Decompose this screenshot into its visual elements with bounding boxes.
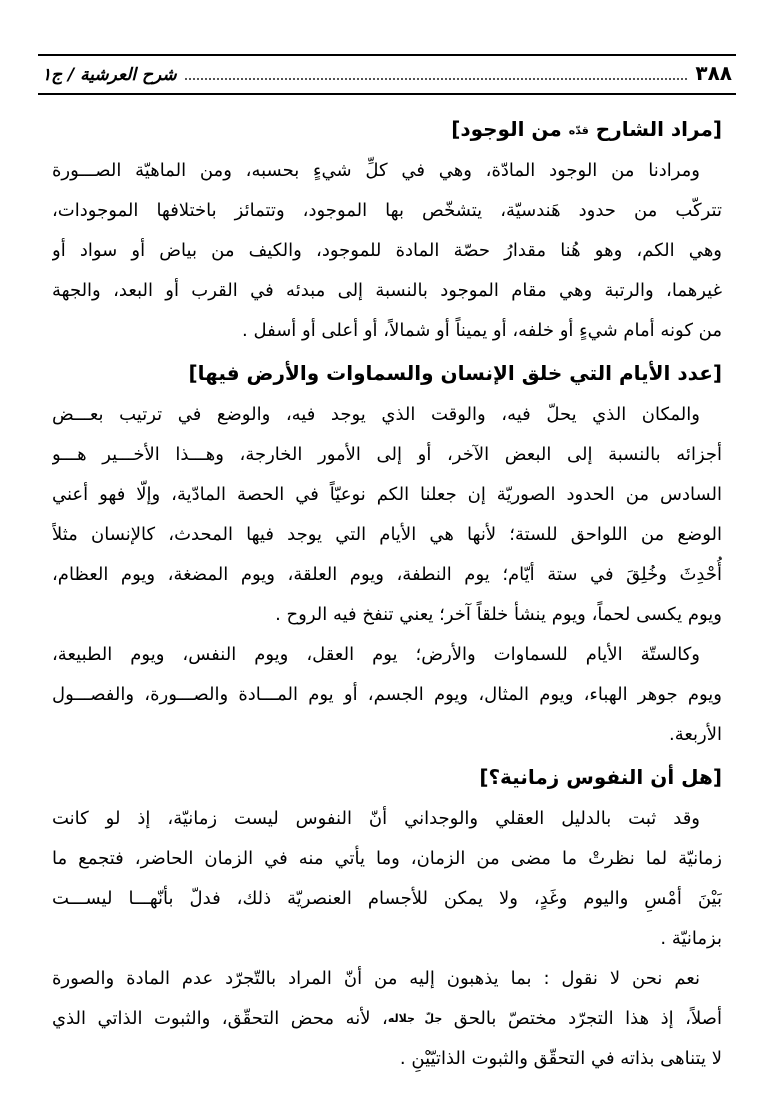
page-number: ٣٨٨ xyxy=(695,61,732,85)
text-line: وهي الكم، وهو هُنا مقدارُ حصّة المادة للموجود، والكيف من بياض أو سواد أو xyxy=(52,240,722,261)
section-heading-authors-intent xyxy=(52,107,722,151)
text-line: بزمانيّة . xyxy=(660,928,722,949)
text-line: والمكان الذي يحلّ فيه، والوقت الذي يوجد فيه، والوضع في ترتيب بعـــض xyxy=(52,404,700,425)
text-line: زمانيّة لما نظرتْ ما مضى من الزمان، وما يأتي منه في الزمان الحاضر، فتجمع ما xyxy=(52,848,722,869)
text-line: السادس من الحدود الصوريّة إن جعلنا الكم نوعيّاً في الحصة المادّية، وإلّا فهو أعني xyxy=(52,484,722,505)
text-line: الأربعة. xyxy=(668,724,722,745)
page-header xyxy=(38,54,736,95)
paragraph-4 xyxy=(52,799,722,959)
text-line: من كونه أمام شيءٍ أو خلفه، أو يميناً أو شمالاً، أو أعلى أو أسفل . xyxy=(242,320,722,341)
text-line: وقد ثبت بالدليل العقلي والوجداني أنّ النفوس ليست زمانيّة، إذ لو كانت xyxy=(52,808,700,829)
text-line: لا يتناهى بذاته في التحقّق والثبوت الذاتيّيْنِ . xyxy=(399,1048,722,1069)
text-segment: ، لأنه محض التحقّق، والثبوت الذاتي الذي xyxy=(52,1008,388,1029)
text-line: ويوم جوهر الهباء، ويوم المثال، ويوم الجسم، أو يوم المـــادة والصـــورة، والفصـــول xyxy=(52,684,722,705)
text-line: غيرهما، والرتبة وهي مقام الموجود بالنسبة إلى مبدئه في القرب أو البعد، والجهة xyxy=(52,280,722,301)
section-heading-days-of-creation: [عدد الأيام التي خلق الإنسان والسماوات والأرض فيها] xyxy=(188,361,722,385)
page-body xyxy=(52,107,722,1079)
paragraph-2 xyxy=(52,395,722,635)
honorific-mark-icon: قدّه xyxy=(568,124,589,137)
section-heading-are-souls-temporal: [هل أن النفوس زمانية؟] xyxy=(479,765,722,789)
running-title: شرح العرشية / ج١ xyxy=(42,65,177,85)
text-line: أجزائه بالنسبة إلى البعض الآخر، أو إلى الأمور الخارجة، وهـــذا الأخـــير هـــو xyxy=(52,444,722,465)
text-line: ومرادنا من الوجود المادّة، وهي في كلِّ شيءٍ بحسبه، ومن الماهيّة الصـــورة xyxy=(52,160,700,181)
heading-text: من الوجود] xyxy=(451,117,569,141)
text-line: نعم نحن لا نقول : بما يذهبون إليه من أنّ المراد بالتّجرّد عدم المادة والصورة xyxy=(52,968,700,989)
paragraph-5 xyxy=(52,959,722,1079)
text-line: تتركّب من حدود هَندسيّة، يتشخّص بها الموجود، وتتمائز باختلافها الموجودات، xyxy=(52,200,722,221)
dotted-leader xyxy=(185,78,688,80)
text-segment: أصلاً، إذ هذا التجرّد مختصّ بالحق xyxy=(442,1008,722,1029)
text-line: ويوم يكسى لحماً، ويوم ينشأ خلقاً آخر؛ يعني تنفخ فيه الروح . xyxy=(275,604,722,625)
paragraph-1 xyxy=(52,151,722,351)
paragraph-3 xyxy=(52,635,722,755)
text-line: أُحْدِثَ وخُلِقَ في ستة أيّام؛ يوم النطفة، ويوم العلقة، ويوم المضغة، ويوم العظام، xyxy=(52,564,722,585)
text-line: بَيْنَ أمْسِ واليوم وغَدٍ، ولا يمكن للأجسام العنصريّة ذلك، فدلّ بأنّهـــا ليســـت xyxy=(52,888,722,909)
text-line: الوضع من اللواحق للستة؛ لأنها هي الأيام التي يوجد فيها المحدث، كالإنسان مثلاً xyxy=(52,524,722,545)
text-line xyxy=(52,999,722,1039)
heading-text: [مراد الشارح xyxy=(588,117,722,141)
text-line: وكالستّة الأيام للسماوات والأرض؛ يوم العقل، ويوم النفس، ويوم الطبيعة، xyxy=(52,644,700,665)
honorific-mark-icon: جلّ جلاله xyxy=(387,1012,443,1025)
